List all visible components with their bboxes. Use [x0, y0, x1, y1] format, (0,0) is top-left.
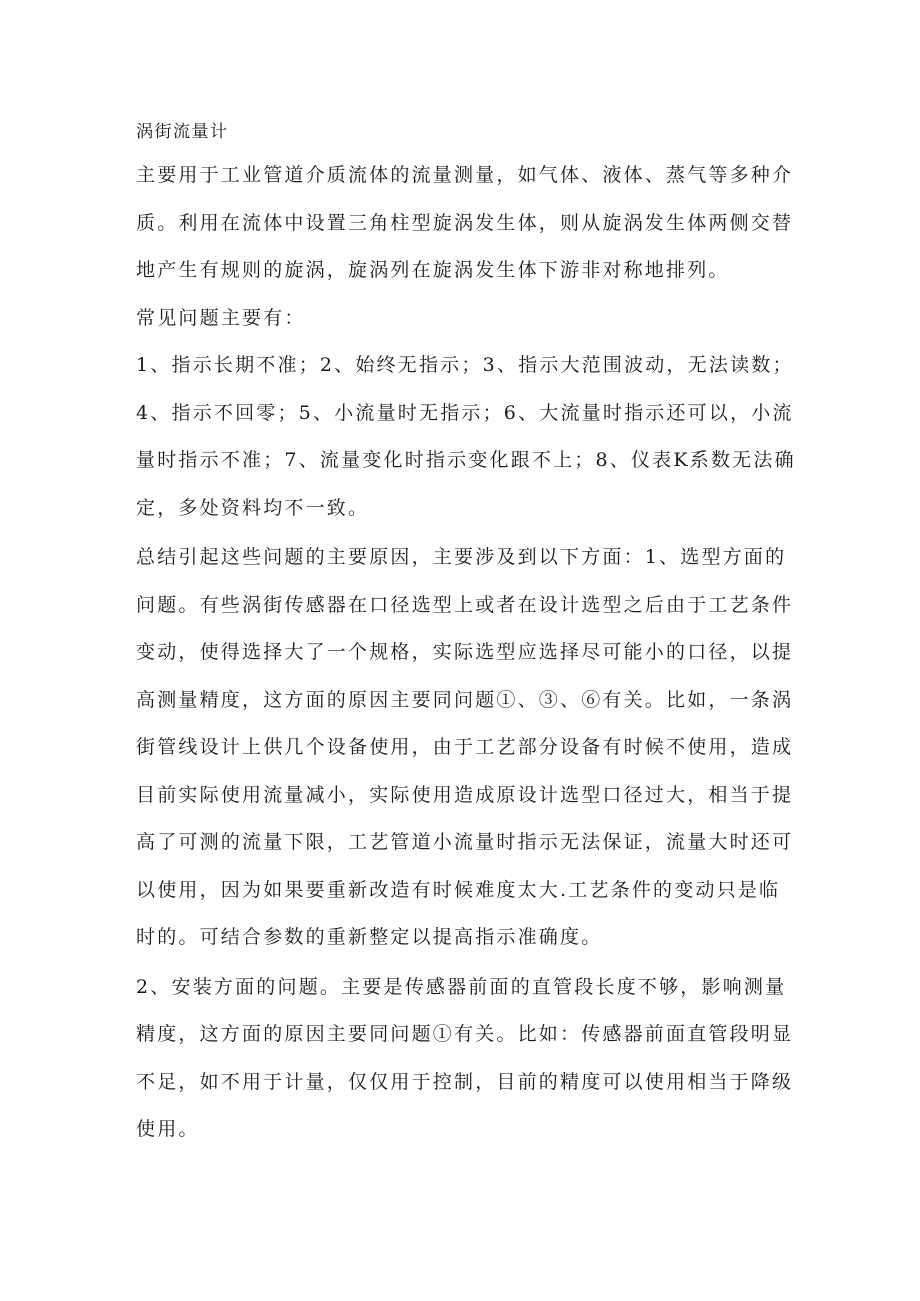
document-title: 涡街流量计 — [136, 122, 229, 142]
paragraph-issue-list: 1、指示长期不准；2、始终无指示；3、指示大范围波动，无法读数；4、指示不回零；5、小流量时无指示；6、大流量时指示还可以，小流量时指示不准；7、流量变化时指示变化跟不上；8、仪表K系数无法确定，多处资料均不一致。 — [136, 354, 796, 519]
paragraph-causes-selection: 总结引起这些问题的主要原因，主要涉及到以下方面：1、选型方面的问题。有些涡街传感器在口径选型上或者在设计选型之后由于工艺条件变动，使得选择大了一个规格，实际选型应选择尽可能小的口径，以提高测量精度，这方面的原因主要同问题①、③、⑥有关。比如，一条涡街管线设计上供几个设备使用，由于工艺部分设备有时候不使用，造成目前实际使用流量减小，实际使用造成原设计选型口径过大，相当于提高了可测的流量下限，工艺管道小流量时指示无法保证，流量大时还可以使用，因为如果要重新改造有时候难度太大.工艺条件的变动只是临时的。可结合参数的重新整定以提高指示准确度。 — [136, 546, 794, 948]
paragraph-common-issues-heading: 常见问题主要有： — [136, 306, 306, 329]
paragraph-intro: 主要用于工业管道介质流体的流量测量，如气体、液体、蒸气等多种介质。利用在流体中设置三角柱型旋涡发生体，则从旋涡发生体两侧交替地产生有规则的旋涡，旋涡列在旋涡发生体下游非对称地排列。 — [136, 164, 794, 281]
paragraph-causes-installation: 2、安装方面的问题。主要是传感器前面的直管段长度不够，影响测量精度，这方面的原因主要同问题①有关。比如：传感器前面直管段明显不足，如不用于计量，仅仅用于控制，目前的精度可以使用相当于降级使用。 — [136, 975, 794, 1140]
document-body — [136, 114, 796, 1154]
